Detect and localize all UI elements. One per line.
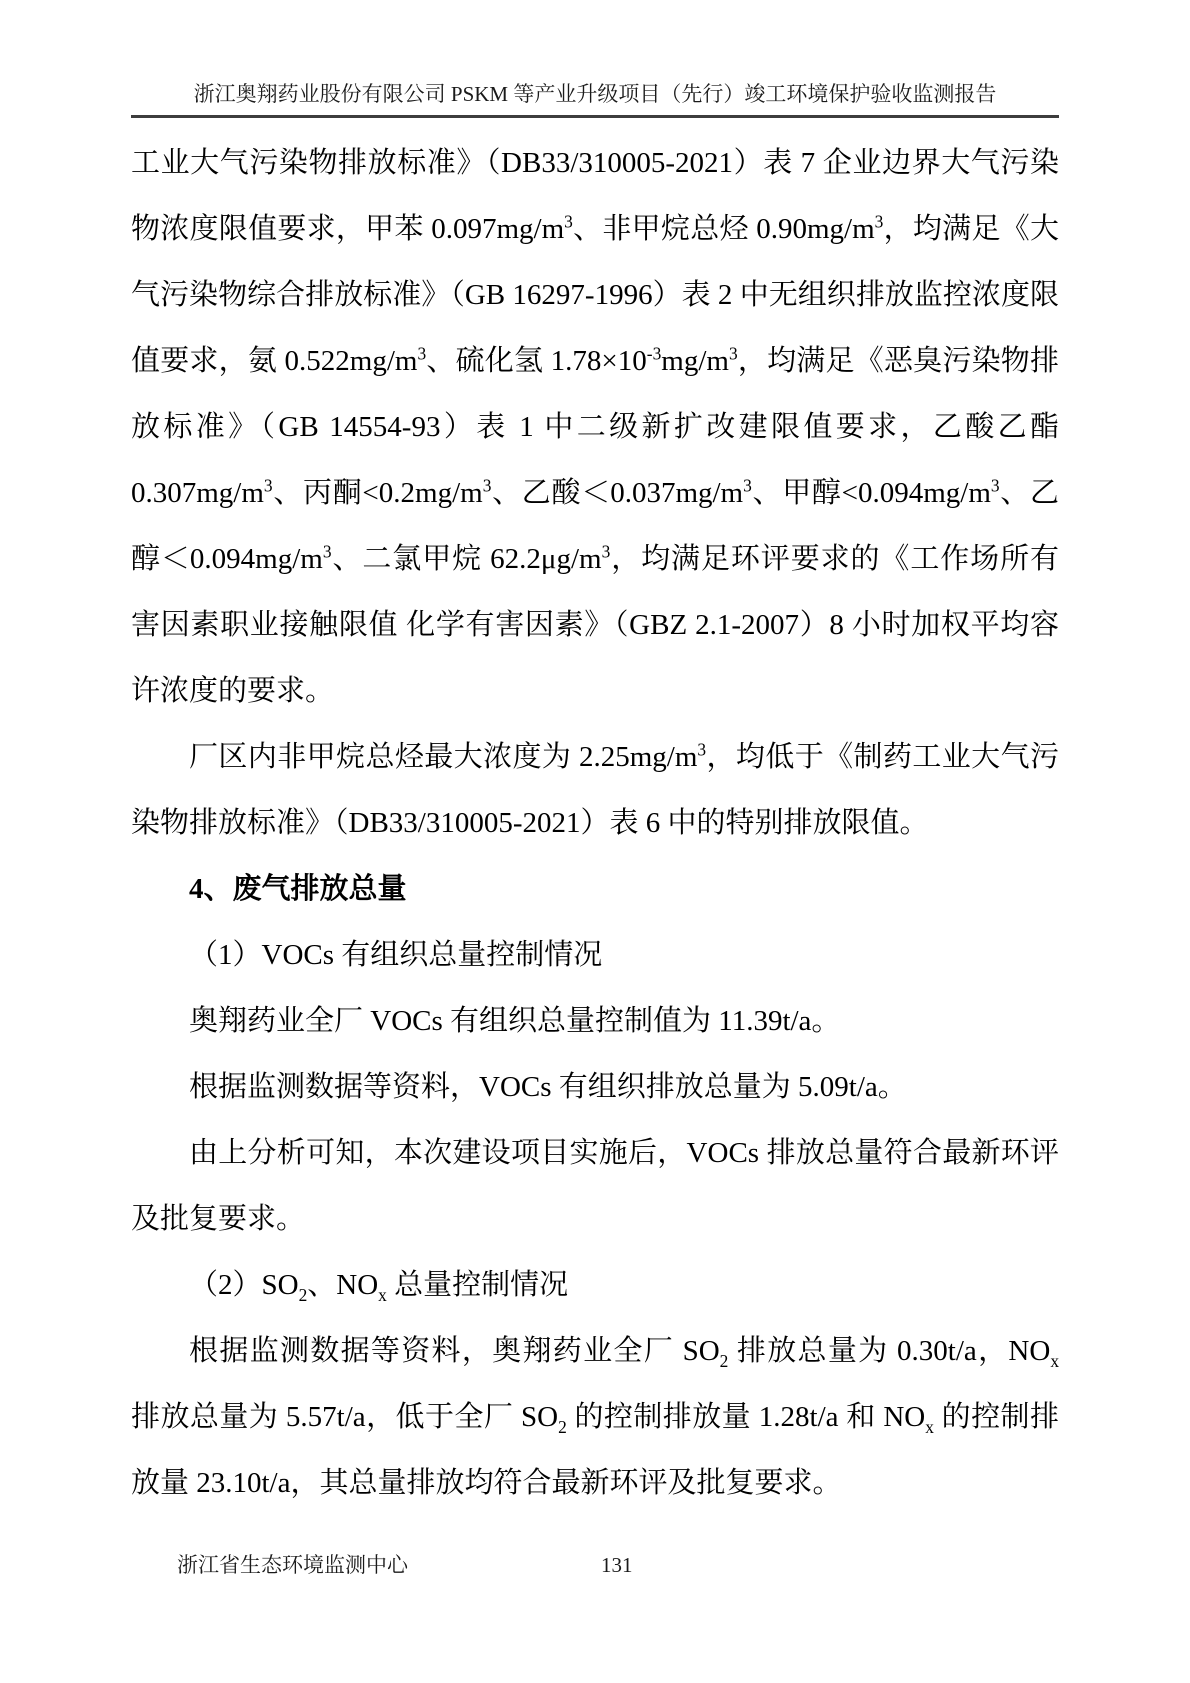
subscript: x	[925, 1416, 934, 1437]
paragraph-vocs-conclusion	[131, 1120, 1059, 1252]
text-run: 厂区内非甲烷总烃最大浓度为 2.25mg/m	[189, 741, 698, 773]
paragraph-so2-nox-subheading	[131, 1252, 1059, 1318]
text-run: 的控制排放量 23.10t/a，其总量排放均符合最新环评及批复要求。	[131, 1401, 1059, 1499]
superscript: -3	[646, 343, 662, 364]
paragraph-nmhc-max-concentration	[131, 724, 1059, 856]
paragraph-emission-standards-continued	[131, 130, 1059, 724]
paragraph-vocs-control-subheading	[131, 922, 1059, 988]
superscript: 3	[482, 475, 492, 496]
text-run: 工业大气污染物排放标准》（DB33/310005-2021）表 7 企业边界大气污染物浓度限值要求，甲苯 0.097mg/m	[131, 147, 1059, 245]
text-run: 、二氯甲烷 62.2μg/m	[331, 543, 602, 575]
text-run: 根据监测数据等资料，VOCs 有组织排放总量为 5.09t/a。	[189, 1071, 907, 1103]
text-run: （2）SO	[189, 1269, 299, 1301]
text-run: 总量控制情况	[386, 1269, 569, 1301]
text-run: ，均满足《恶臭污染物排放标准》（GB 14554-93）表 1 中二级新扩改建限值要求，乙酸乙酯 0.307mg/m	[131, 345, 1060, 509]
text-run: 排放总量为 0.30t/a，NO	[728, 1335, 1051, 1367]
subscript: x	[1050, 1350, 1060, 1371]
document-body	[131, 130, 1059, 1516]
superscript: 3	[990, 475, 1000, 496]
text-run: 排放总量为 5.57t/a，低于全厂 SO	[131, 1401, 559, 1433]
text-run: 、非甲烷总烃 0.90mg/m	[572, 213, 875, 245]
header-title: 浙江奥翔药业股份有限公司 PSKM 等产业升级项目（先行）竣工环境保护验收监测报告	[193, 82, 997, 106]
text-run: 、NO	[307, 1269, 379, 1301]
superscript: 3	[728, 343, 738, 364]
page-footer	[131, 1552, 1059, 1582]
superscript: 3	[601, 541, 611, 562]
text-run: 4、废气排放总量	[189, 873, 407, 905]
superscript: 3	[263, 475, 273, 496]
superscript: 3	[322, 541, 332, 562]
text-run: （1）VOCs 有组织总量控制情况	[189, 939, 603, 971]
text-run: 根据监测数据等资料，奥翔药业全厂 SO	[189, 1335, 720, 1367]
footer-organization: 浙江省生态环境监测中心	[177, 1553, 408, 1577]
text-run: mg/m	[661, 345, 729, 377]
superscript: 3	[874, 211, 884, 232]
text-run: 、硫化氢 1.78×10	[426, 345, 647, 377]
superscript: 3	[564, 211, 573, 232]
paragraph-vocs-control-value	[131, 988, 1059, 1054]
superscript: 3	[417, 343, 427, 364]
page-number: 131	[601, 1553, 633, 1577]
section-heading-waste-gas-total	[131, 856, 1059, 922]
text-run: 、丙酮<0.2mg/m	[272, 477, 483, 509]
superscript: 3	[743, 475, 752, 496]
text-run: 、甲醇<0.094mg/m	[751, 477, 991, 509]
subscript: 2	[298, 1284, 308, 1305]
text-run: ，均满足环评要求的《工作场所有害因素职业接触限值 化学有害因素》（GBZ 2.1-2007）8 小时加权平均容许浓度的要求。	[131, 543, 1059, 707]
text-run: ，均满足《大气污染物综合排放标准》（GB 16297-1996）表 2 中无组织排放监控浓度限值要求，氨 0.522mg/m	[131, 213, 1059, 377]
page-header	[131, 82, 1059, 118]
paragraph-so2-nox-totals	[131, 1318, 1059, 1516]
subscript: 2	[719, 1350, 729, 1371]
text-run: 由上分析可知，本次建设项目实施后，VOCs 排放总量符合最新环评及批复要求。	[131, 1137, 1059, 1235]
superscript: 3	[697, 739, 707, 760]
text-run: 奥翔药业全厂 VOCs 有组织总量控制值为 11.39t/a。	[189, 1005, 841, 1037]
text-run: ，均低于《制药工业大气污染物排放标准》（DB33/310005-2021）表 6 中的特别排放限值。	[131, 741, 1059, 839]
text-run: 的控制排放量 1.28t/a 和 NO	[566, 1401, 926, 1433]
paragraph-vocs-emission-total	[131, 1054, 1059, 1120]
subscript: 2	[558, 1416, 567, 1437]
text-run: 、乙酸＜0.037mg/m	[491, 477, 744, 509]
text-run: 、乙醇＜0.094mg/m	[131, 477, 1060, 575]
subscript: x	[378, 1284, 387, 1305]
